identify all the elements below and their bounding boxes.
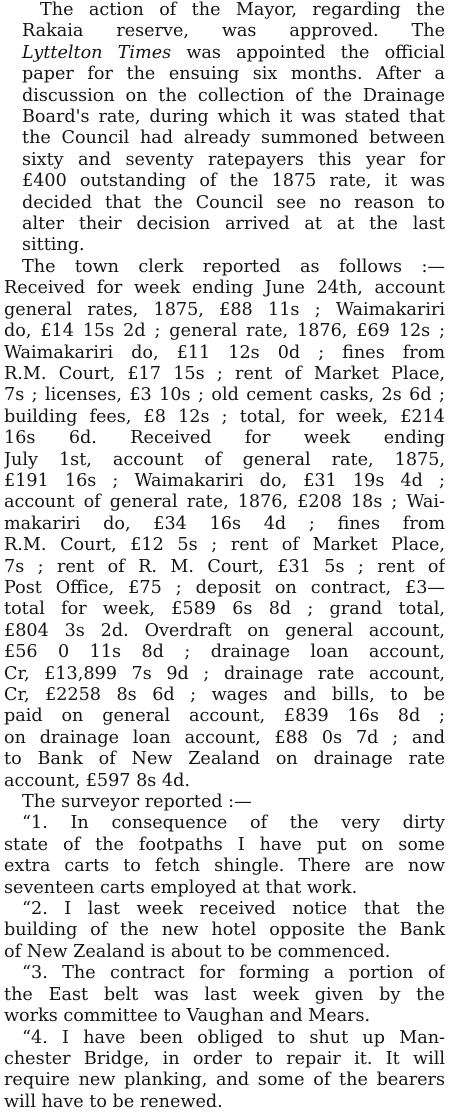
text-line: the East belt was last week given by the bbox=[4, 984, 445, 1005]
text-line: 16s 6d. Received for week ending bbox=[4, 428, 445, 449]
text-line: The surveyor reported :— bbox=[22, 792, 252, 813]
text-line: general rates, 1875, £88 11s ; Waimakariri bbox=[4, 299, 445, 320]
text-line: Waimakariri do, £11 12s 0d ; fines from bbox=[4, 342, 445, 363]
text-line: Cr, £13,899 7s 9d ; drainage rate account, bbox=[4, 663, 445, 684]
text-line: 7s ; rent of R. M. Court, £31 5s ; rent of bbox=[4, 556, 445, 577]
text-line: sitting. bbox=[22, 235, 85, 256]
paragraph-town-clerk bbox=[4, 257, 445, 792]
text-line: July 1st, account of general rate, 1875, bbox=[4, 449, 445, 470]
text-line: chester Bridge, in order to repair it. It will bbox=[4, 1048, 445, 1069]
text-line: building of the new hotel opposite the Bank bbox=[4, 920, 445, 941]
paragraph-item-2 bbox=[4, 899, 445, 963]
text-line: works committee to Vaughan and Mears. bbox=[4, 1006, 371, 1027]
newspaper-column bbox=[4, 0, 445, 1114]
text-line: to Bank of New Zealand on drainage rate bbox=[4, 749, 445, 770]
paragraph-mayor bbox=[4, 0, 445, 257]
text-line: discussion on the collection of the Drainage bbox=[22, 85, 445, 106]
text-line: paper for the ensuing six months. After a bbox=[22, 64, 445, 85]
text-line: 7s ; licenses, £3 10s ; old cement casks, 2s 6d ; bbox=[4, 385, 445, 406]
text-line: of New Zealand is about to be commenced. bbox=[4, 941, 391, 962]
text-line: £191 16s ; Waimakariri do, £31 19s 4d ; bbox=[4, 470, 445, 491]
text-line: paid on general account, £839 16s 8d ; bbox=[4, 706, 445, 727]
text-line: Cr, £2258 8s 6d ; wages and bills, to be bbox=[4, 685, 445, 705]
text-line: account of general rate, 1876, £208 18s ; Wai- bbox=[4, 492, 445, 513]
text-line: Rakaia reserve, was approved. The bbox=[22, 21, 445, 42]
text-line: building fees, £8 12s ; total, for week, £214 bbox=[4, 406, 445, 427]
text-line: The action of the Mayor, regarding the bbox=[40, 0, 445, 20]
text-line: “3. The contract for forming a portion of bbox=[22, 963, 445, 984]
paragraph-item-4 bbox=[4, 1028, 445, 1114]
text-line: £804 3s 2d. Overdraft on general account, bbox=[4, 620, 445, 641]
text-line: state of the footpaths I have put on some bbox=[4, 834, 445, 855]
text-line: Post Office, £75 ; deposit on contract, £3— bbox=[4, 577, 445, 598]
text-line: decided that the Council see no reason to bbox=[22, 192, 445, 213]
text-line: will have to be renewed. bbox=[4, 1091, 223, 1112]
text-line: Board's rate, during which it was stated that bbox=[22, 107, 445, 128]
text-line: the Council had already summoned between bbox=[22, 128, 445, 149]
text-line: £56 0 11s 8d ; drainage loan account, bbox=[4, 642, 445, 663]
text-line: R.M. Court, £12 5s ; rent of Market Place, bbox=[4, 535, 445, 556]
text-line: “4. I have been obliged to shut up Man- bbox=[22, 1027, 445, 1048]
text-line: The town clerk reported as follows :— bbox=[22, 256, 445, 277]
text-line: “1. In consequence of the very dirty bbox=[22, 813, 445, 834]
text-line: makariri do, £34 16s 4d ; fines from bbox=[4, 513, 445, 534]
paragraph-item-1 bbox=[4, 813, 445, 899]
text-line: account, £597 8s 4d. bbox=[4, 770, 190, 791]
text-line: £400 outstanding of the 1875 rate, it was bbox=[22, 171, 445, 192]
text-line: alter their decision arrived at at the last bbox=[22, 214, 445, 235]
text-line: Received for week ending June 24th, account bbox=[4, 278, 445, 299]
text-line: Lyttelton Times was appointed the official bbox=[22, 42, 445, 63]
paragraph-item-3 bbox=[4, 963, 445, 1027]
text-line: sixty and seventy ratepayers this year for bbox=[22, 149, 445, 170]
paragraph-surveyor bbox=[4, 792, 445, 813]
text-line: require new planking, and some of the bearers bbox=[4, 1070, 445, 1091]
text-line: on drainage loan account, £88 0s 7d ; and bbox=[4, 727, 445, 748]
text-line: seventeen carts employed at that work. bbox=[4, 877, 358, 898]
text-line: do, £14 15s 2d ; general rate, 1876, £69 12s ; bbox=[4, 321, 445, 342]
text-line: total for week, £589 6s 8d ; grand total, bbox=[4, 599, 445, 620]
text-line: “2. I last week received notice that the bbox=[22, 899, 445, 920]
text-line: R.M. Court, £17 15s ; rent of Market Place, bbox=[4, 363, 445, 384]
text-line: extra carts to fetch shingle. There are now bbox=[4, 856, 445, 877]
